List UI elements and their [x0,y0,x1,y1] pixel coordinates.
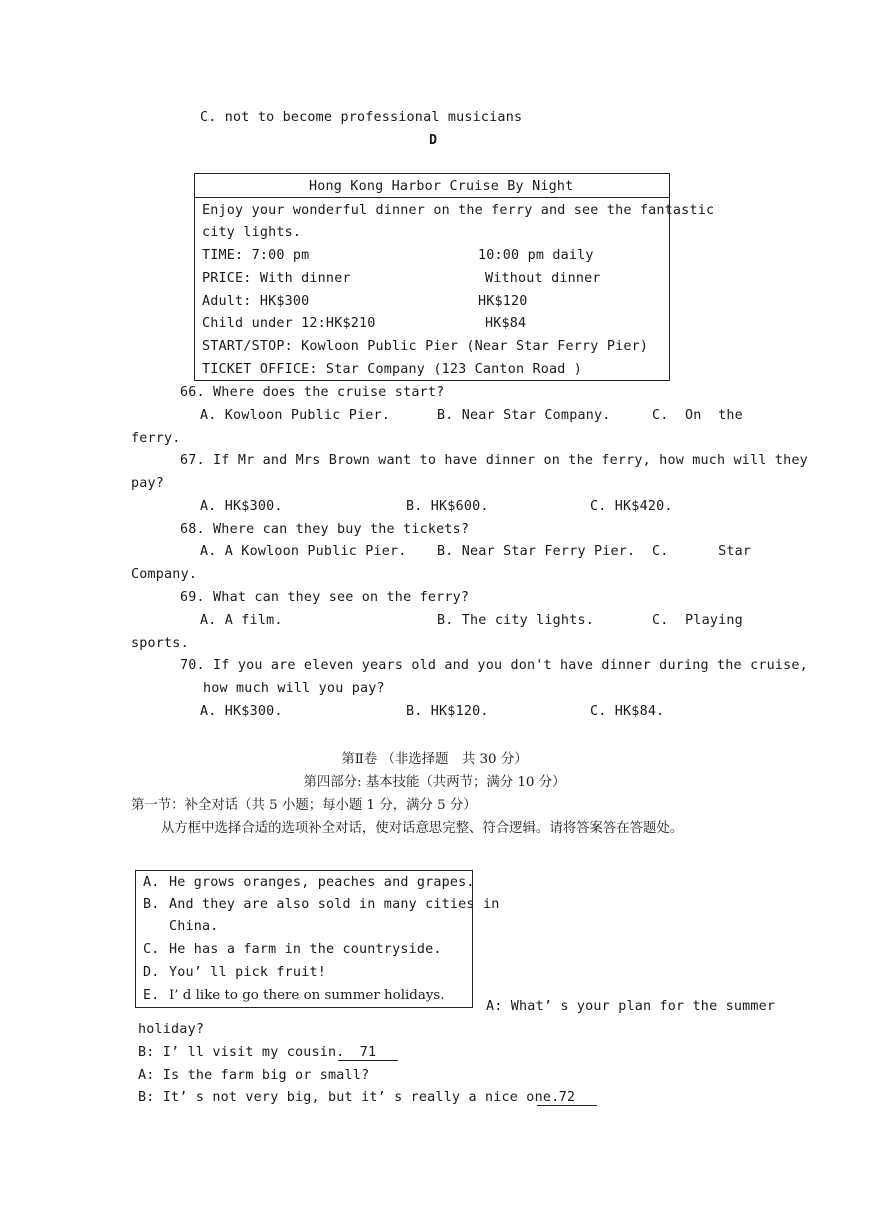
question-67-stem-wrap: pay? [131,476,165,491]
option-e-letter: E. [143,988,160,1003]
option-d-letter: D. [143,965,160,980]
option-b-wrap: China. [169,919,219,934]
advert-price-label: PRICE: With dinner [202,271,351,286]
question-68-option-a: A. A Kowloon Public Pier. [200,544,407,559]
question-70-stem-wrap: how much will you pay? [203,681,385,696]
question-68-option-b: B. Near Star Ferry Pier. [437,544,636,559]
advert-title: Hong Kong Harbor Cruise By Night [309,179,574,194]
question-70-option-b: B. HK$120. [406,704,489,719]
question-70-option-c: C. HK$84. [590,704,665,719]
leftover-option-c: C. not to become professional musicians [200,110,523,125]
advert-start-stop: START/STOP: Kowloon Public Pier (Near Star Ferry Pier) [202,339,649,354]
question-66-option-c-wrap: ferry. [131,431,181,446]
question-69-stem: 69. What can they see on the ferry? [180,590,470,605]
question-68-stem: 68. Where can they buy the tickets? [180,522,470,537]
answer-blank-72[interactable]: 72 [537,1090,597,1106]
option-c-text: He has a farm in the countryside. [169,942,442,957]
question-70-option-a: A. HK$300. [200,704,283,719]
option-b-text: And they are also sold in many cities in [169,897,500,912]
question-69-option-c-wrap: sports. [131,636,189,651]
dialogue-line-2: B: I’ ll visit my cousin. [138,1045,345,1060]
question-70-stem: 70. If you are eleven years old and you don't have dinner during the cruise, [180,658,808,673]
option-e-text: I’ d like to go there on summer holidays. [169,988,445,1003]
question-68-option-c: C. Star [652,544,752,559]
advert-intro-line1: Enjoy your wonderful dinner on the ferry and see the fantastic [202,203,715,218]
question-67-option-c: C. HK$420. [590,499,673,514]
advert-child-price: Child under 12:HK$210 [202,316,376,331]
volume-title: 第Ⅱ卷 （非选择题 共 30 分） [341,752,528,767]
question-68-option-c-wrap: Company. [131,567,198,582]
option-a-letter: A. [143,875,160,890]
option-a-text: He grows oranges, peaches and grapes. [169,875,475,890]
question-67-stem: 67. If Mr and Mrs Brown want to have dinner on the ferry, how much will they [180,453,808,468]
advert-child-without: HK$84 [485,316,527,331]
section-title: 第一节：补全对话（共 5 小题；每小题 1 分，满分 5 分） [131,798,477,813]
part-title: 第四部分: 基本技能（共两节；满分 10 分） [303,775,566,790]
option-b-letter: B. [143,897,160,912]
section-letter: D [429,133,438,148]
dialogue-line-3: A: Is the farm big or small? [138,1068,370,1083]
advert-price-without: Without dinner [485,271,601,286]
advert-adult-without: HK$120 [478,294,528,309]
question-66-stem: 66. Where does the cruise start? [180,385,445,400]
advert-intro-line2: city lights. [202,225,302,240]
advert-adult-price: Adult: HK$300 [202,294,310,309]
question-66-option-a: A. Kowloon Public Pier. [200,408,391,423]
question-69-option-b: B. The city lights. [437,613,594,628]
answer-blank-71[interactable]: 71 [338,1045,398,1061]
option-c-letter: C. [143,942,160,957]
question-66-option-b: B. Near Star Company. [437,408,611,423]
dialogue-line-1: A: What’ s your plan for the summer [486,999,776,1014]
question-66-option-c: C. On the [652,408,743,423]
option-d-text: You’ ll pick fruit! [169,965,326,980]
question-67-option-b: B. HK$600. [406,499,489,514]
dialogue-line-4: B: It’ s not very big, but it’ s really a nice one. [138,1090,560,1105]
advert-time-end: 10:00 pm daily [478,248,594,263]
advert-time: TIME: 7:00 pm [202,248,310,263]
question-67-option-a: A. HK$300. [200,499,283,514]
question-69-option-a: A. A film. [200,613,283,628]
question-69-option-c: C. Playing [652,613,743,628]
dialogue-line-1-wrap: holiday? [138,1022,205,1037]
instruction: 从方框中选择合适的选项补全对话，使对话意思完整、符合逻辑。请将答案答在答题处。 [161,821,684,836]
advert-ticket-office: TICKET OFFICE: Star Company (123 Canton Road ) [202,362,583,377]
